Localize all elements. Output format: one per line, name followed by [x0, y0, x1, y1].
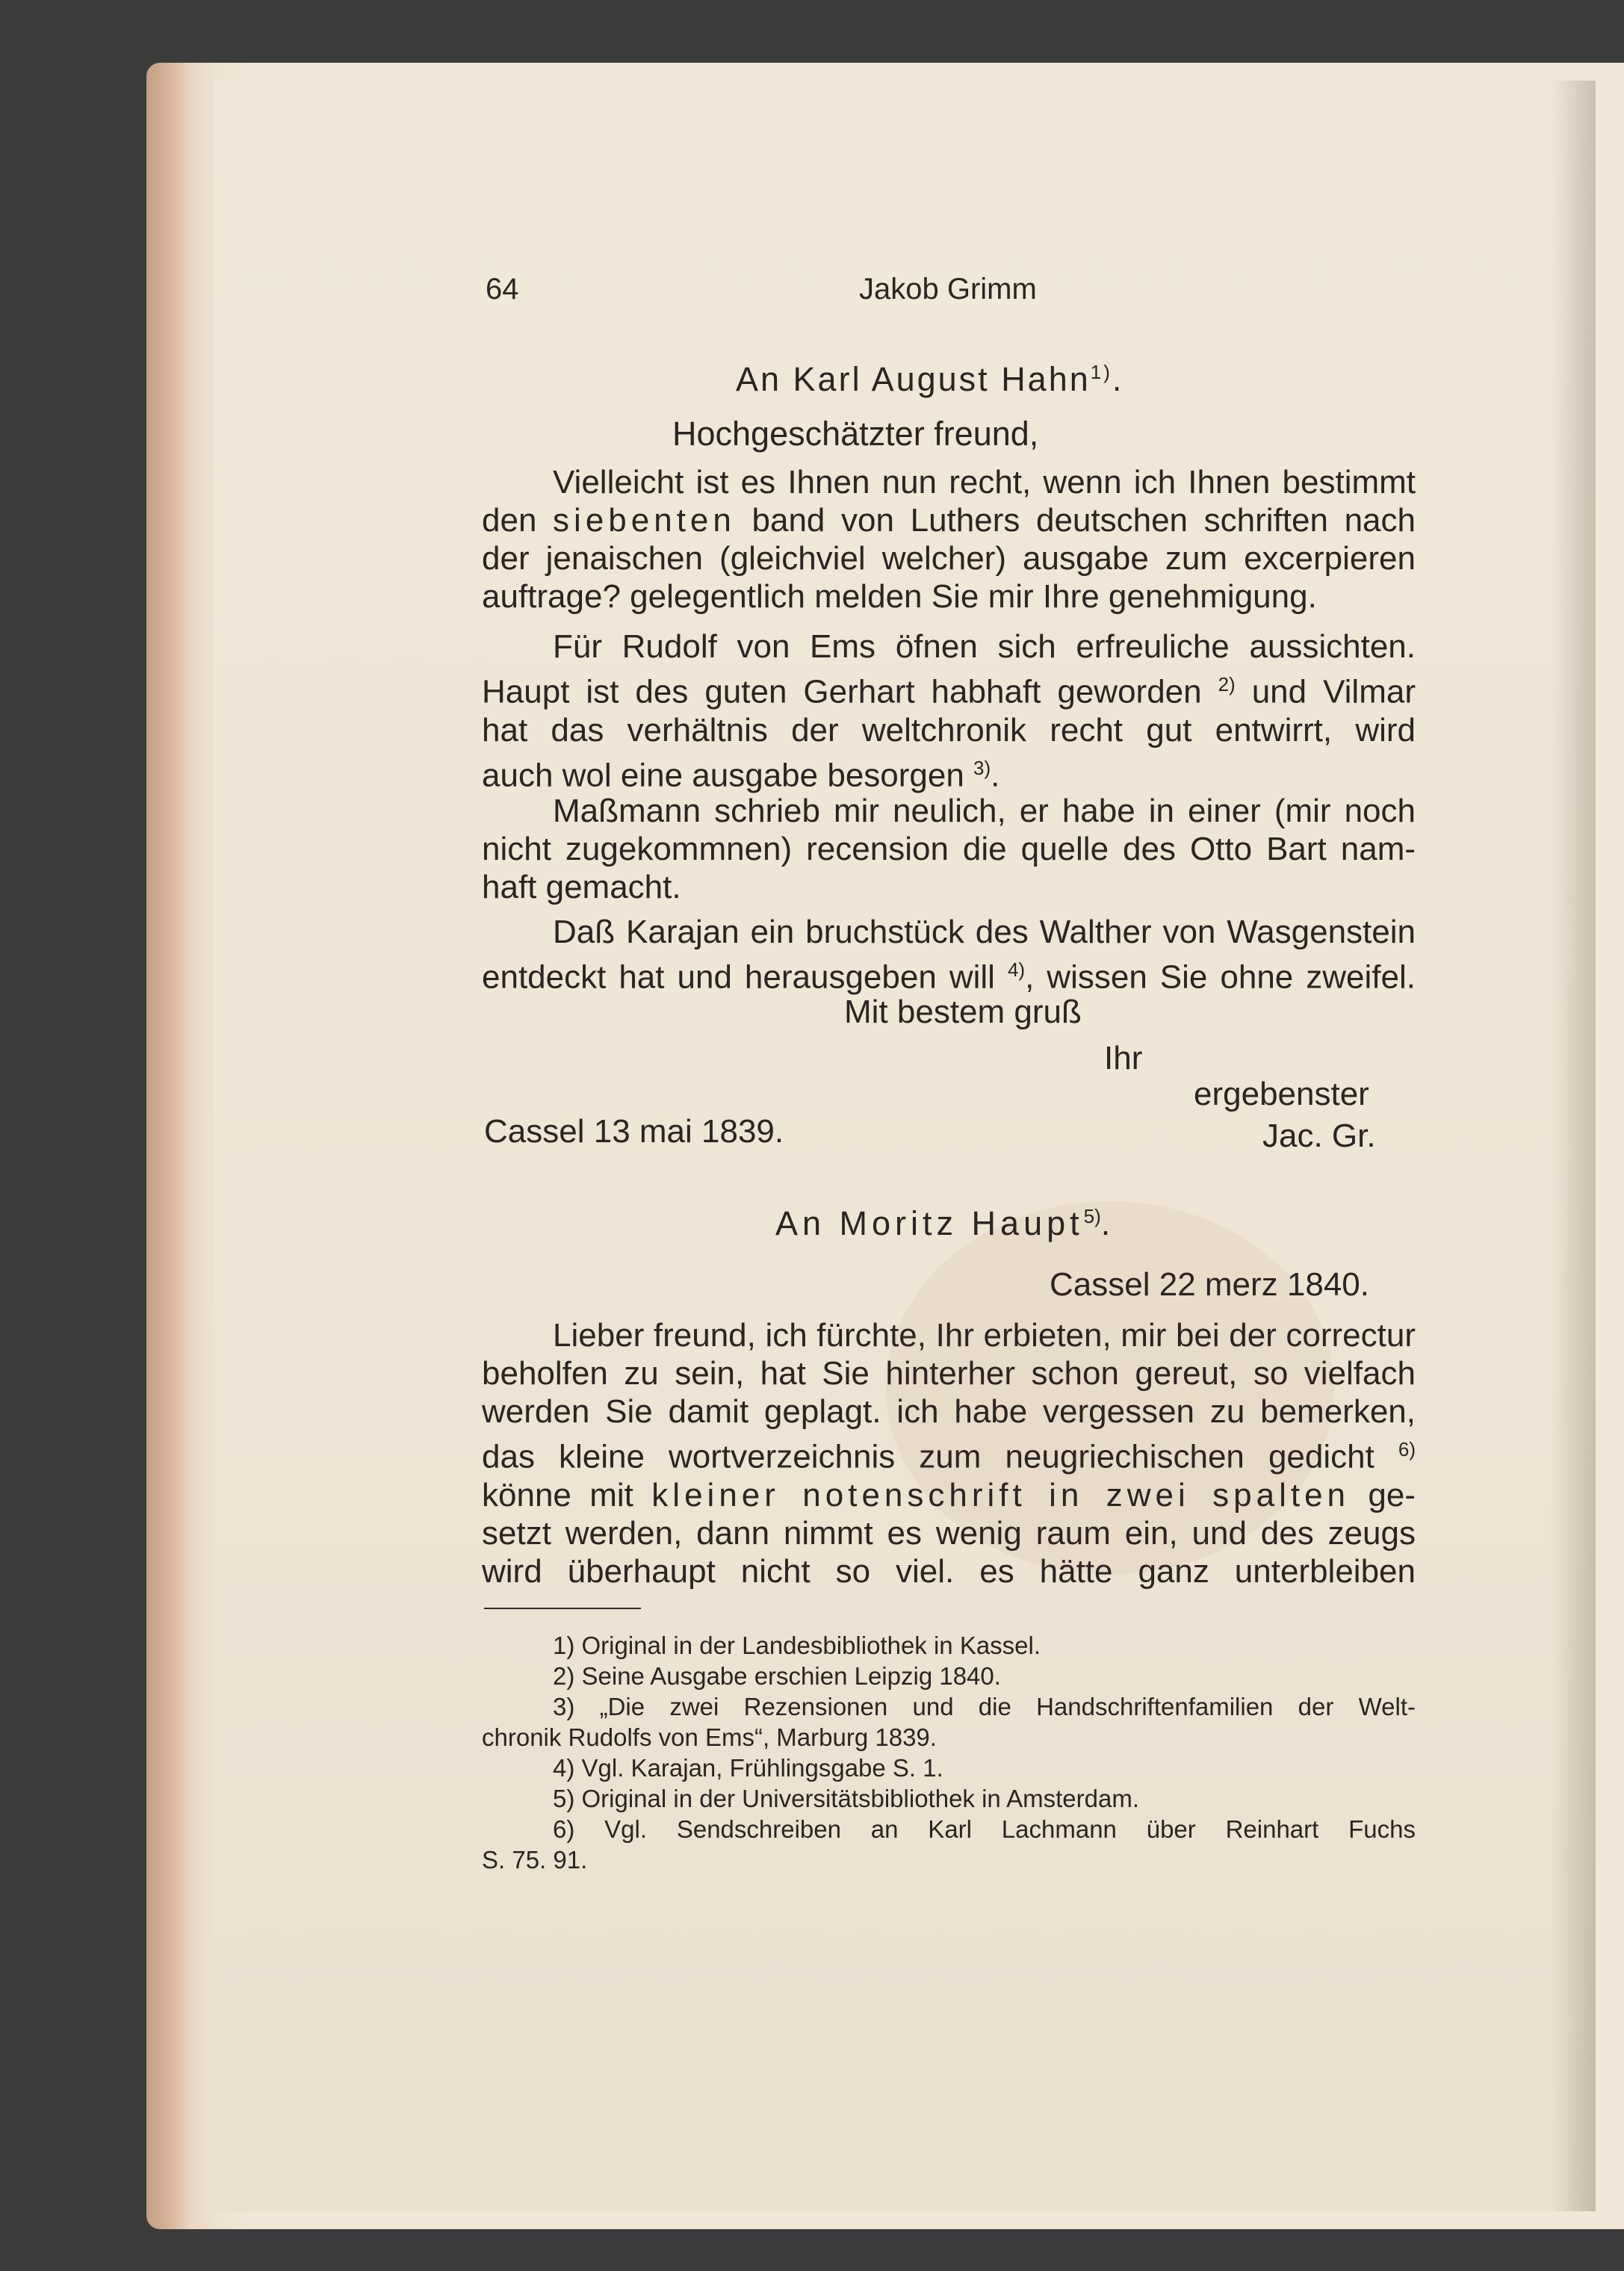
text-line [482, 1431, 1416, 1476]
paragraph [482, 913, 1416, 997]
text-line: auftrage? gelegentlich melden Sie mir Ihre genehmigung. [482, 578, 1317, 615]
closing: Mit bestem gruß [844, 994, 1082, 1030]
footnote: 3) „Die zwei Rezensionen und die Handschriftenfamilien der Welt- [553, 1693, 1416, 1720]
letter-heading [775, 1204, 1115, 1243]
emphasized-text: kleiner notenschrift in zwei spalten [651, 1476, 1351, 1514]
emphasized-text: siebenten [553, 502, 736, 539]
footnote: 4) Vgl. Karajan, Frühlingsgabe S. 1. [553, 1754, 943, 1782]
footnote: S. 75. 91. [482, 1846, 588, 1874]
text-line: werden Sie damit geplagt. ich habe vergessen zu bemerken, [482, 1393, 1416, 1430]
text-run: , wissen Sie ohne zweifel. [1025, 958, 1416, 996]
page-gutter-shadow [1551, 81, 1596, 2211]
heading-period: . [1112, 360, 1124, 398]
text-line: Für Rudolf von Ems öfnen sich erfreuliche aussichten. [553, 628, 1416, 665]
closing-ihr: Ihr [1104, 1040, 1143, 1076]
footnote: chronik Rudolfs von Ems“, Marburg 1839. [482, 1723, 937, 1751]
footnote: 6) Vgl. Sendschreiben an Karl Lachmann über Reinhart Fuchs [553, 1815, 1416, 1843]
footnote: 5) Original in der Universitätsbibliothek in Amsterdam. [553, 1785, 1139, 1812]
closing-ergebenster: ergebenster [1194, 1076, 1369, 1112]
book-page [214, 81, 1596, 2211]
paragraph [482, 628, 1416, 794]
salutation: Hochgeschätzter freund, [672, 415, 1039, 453]
text-line: Maßmann schrieb mir neulich, er habe in einer (mir noch [553, 793, 1416, 829]
text-run: ge- [1350, 1476, 1416, 1514]
text-run: . [991, 757, 1000, 794]
heading-period: . [1100, 1204, 1115, 1242]
signature: Jac. Gr. [1262, 1118, 1376, 1154]
text-line: Vielleicht ist es Ihnen nun recht, wenn ich Ihnen bestimmt [553, 464, 1416, 501]
footnote-ref: 1) [1090, 361, 1112, 383]
text-line [482, 1476, 1416, 1514]
footnote-ref: 4) [1007, 958, 1026, 981]
text-line: der jenaischen (gleichviel welcher) ausgabe zum excerpieren [482, 540, 1416, 577]
footnote: 2) Seine Ausgabe erschien Leipzig 1840. [553, 1662, 1001, 1690]
text-line: haft gemacht. [482, 869, 681, 905]
letter-heading-text: An Moritz Haupt [775, 1204, 1084, 1242]
text-run: den [482, 502, 554, 539]
text-run: Haupt ist des guten Gerhart habhaft geworden [482, 673, 1218, 710]
footnote-ref: 6) [1398, 1438, 1416, 1460]
text-line: wird überhaupt nicht so viel. es hätte ganz unterbleiben [482, 1552, 1416, 1590]
letter-heading-text: An Karl August Hahn [736, 360, 1091, 398]
text-line: nicht zugekommnen) recension die quelle des Otto Bart nam- [482, 831, 1416, 867]
paragraph [482, 1316, 1416, 1590]
footnote: 1) Original in der Landesbibliothek in Kassel. [553, 1632, 1041, 1659]
text-line: Daß Karajan ein bruchstück des Walther von Wasgenstein [553, 914, 1416, 950]
text-line: beholfen zu sein, hat Sie hinterher schon gereut, so vielfach [482, 1355, 1416, 1392]
footnote-ref: 2) [1218, 673, 1236, 695]
place-date: Cassel 13 mai 1839. [484, 1113, 784, 1150]
paragraph [482, 792, 1416, 906]
text-line [482, 501, 1416, 539]
text-line [482, 666, 1416, 711]
text-run: das kleine wortverzeichnis zum neugriechischen gedicht [482, 1438, 1398, 1475]
text-line: hat das verhältnis der weltchronik recht gut entwirrt, wird [482, 711, 1416, 749]
footnote-ref: 3) [973, 756, 991, 779]
text-line [482, 951, 1416, 997]
text-run: könne mit [482, 1476, 652, 1514]
text-line: Lieber freund, ich fürchte, Ihr erbieten, mir bei der correctur [553, 1317, 1416, 1354]
text-line [482, 749, 1416, 795]
paragraph [482, 463, 1416, 616]
place-date: Cassel 22 merz 1840. [1050, 1266, 1369, 1303]
text-line: setzt werden, dann nimmt es wenig raum ein, und des zeugs [482, 1514, 1416, 1552]
page-number: 64 [486, 273, 519, 306]
text-run: band von Luthers deutschen schriften nach [735, 502, 1416, 539]
footnote-ref: 5) [1083, 1205, 1101, 1227]
footnote-rule [484, 1608, 641, 1609]
letter-heading [736, 360, 1124, 399]
text-run: und Vilmar [1235, 673, 1416, 710]
text-run: auch wol eine ausgabe besorgen [482, 757, 974, 794]
footnotes [482, 1630, 1416, 1875]
running-title: Jakob Grimm [859, 273, 1037, 306]
text-run: entdeckt hat und herausgeben will [482, 958, 1008, 996]
